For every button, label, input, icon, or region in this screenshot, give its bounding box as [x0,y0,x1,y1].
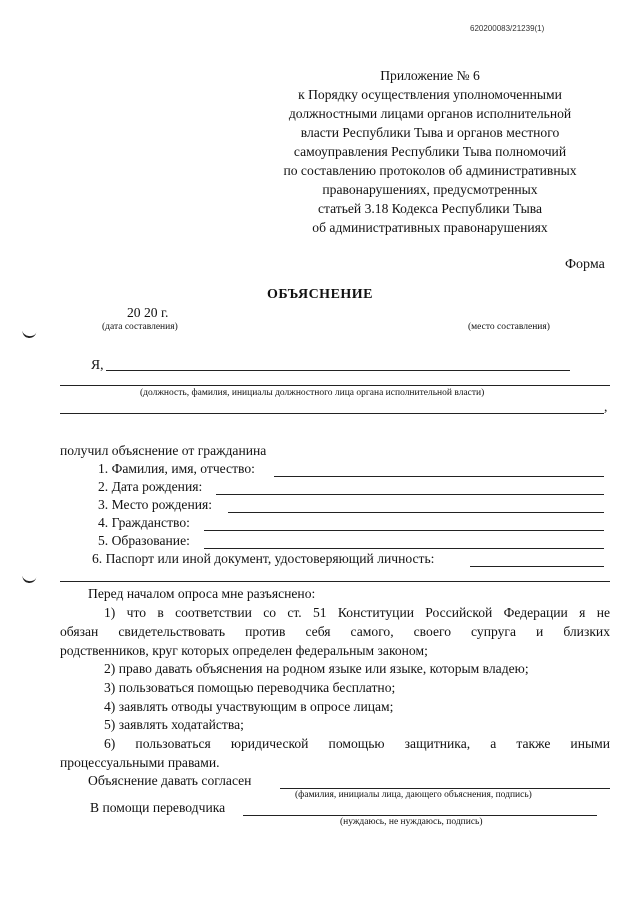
appendix-line-1: Приложение № 6 [380,68,480,83]
appendix-line-5: самоуправления Республики Тыва полномочий [293,144,567,159]
right-1-line-2: обязан свидетельствовать против себя самого, своего супруга и близких [60,624,610,639]
official-name-line[interactable] [106,370,570,371]
translator-caption: (нуждаюсь, не нуждаюсь, подпись) [340,817,483,827]
place-caption: (место составления) [468,322,550,332]
field-education-line[interactable] [204,548,604,549]
document-title: ОБЪЯСНЕНИЕ [266,287,374,302]
field-citizenship-line[interactable] [204,530,604,531]
right-6-line-1: 6) пользоваться юридической помощью защитника, а также иными [104,736,610,751]
field-full-name-label: 1. Фамилия, имя, отчество: [98,461,255,476]
appendix-line-9: об административных правонарушениях [312,220,548,235]
right-2: 2) право давать объяснения на родном языке или языке, которым владею; [104,661,529,676]
field-full-name-line[interactable] [274,476,604,477]
official-name-line-3[interactable] [60,413,604,414]
appendix-line-3: должностными лицами органов исполнительной [288,106,572,121]
appendix-line-2: к Порядку осуществления уполномоченными [298,87,562,102]
appendix-line-8: статьей 3.18 Кодекса Республики Тыва [317,201,543,216]
right-5: 5) заявлять ходатайства; [104,717,244,732]
field-birth-date-label: 2. Дата рождения: [98,479,203,494]
consent-label: Объяснение давать согласен [88,773,252,788]
right-1-line-1: 1) что в соответствии со ст. 51 Конституции Российской Федерации я не [104,605,610,620]
received-text: получил объяснение от гражданина [60,443,267,458]
date-year: 20 20 г. [127,305,169,320]
right-1-line-3: родственников, круг которых определен федеральным законом; [60,643,428,658]
field-passport-line[interactable] [470,566,604,567]
punch-mark-icon [22,574,37,584]
field-passport-label: 6. Паспорт или иной документ, удостоверяющий личность: [92,551,435,566]
explained-intro: Перед началом опроса мне разъяснено: [88,586,316,601]
appendix-line-7: правонарушениях, предусмотренных [322,182,538,197]
official-name-line-2[interactable] [60,385,610,386]
consent-line[interactable] [280,788,610,789]
right-6-line-2: процессуальными правами. [60,755,220,770]
field-passport-line-2[interactable] [60,581,610,582]
date-caption: (дата составления) [102,322,178,332]
field-birth-place-label: 3. Место рождения: [98,497,213,512]
translator-line[interactable] [243,815,597,816]
comma: , [604,399,608,414]
consent-caption: (фамилия, инициалы лица, дающего объяснения, подпись) [295,790,532,800]
punch-mark-icon [22,329,37,339]
ya-label: Я, [91,357,104,372]
translator-label: В помощи переводчика [90,800,226,815]
field-birth-place-line[interactable] [228,512,604,513]
field-education-label: 5. Образование: [98,533,190,548]
field-birth-date-line[interactable] [216,494,604,495]
field-citizenship-label: 4. Гражданство: [98,515,190,530]
official-caption: (должность, фамилия, инициалы должностного лица органа исполнительной власти) [140,388,485,398]
appendix-line-4: власти Республики Тыва и органов местного [300,125,560,140]
document-number: 620200083/21239(1) [470,24,545,33]
right-3: 3) пользоваться помощью переводчика бесплатно; [104,680,396,695]
appendix-line-6: по составлению протоколов об административных [283,163,577,178]
form-label: Форма [565,257,605,272]
appendix-block [270,66,590,237]
right-4: 4) заявлять отводы участвующим в опросе лицам; [104,699,394,714]
